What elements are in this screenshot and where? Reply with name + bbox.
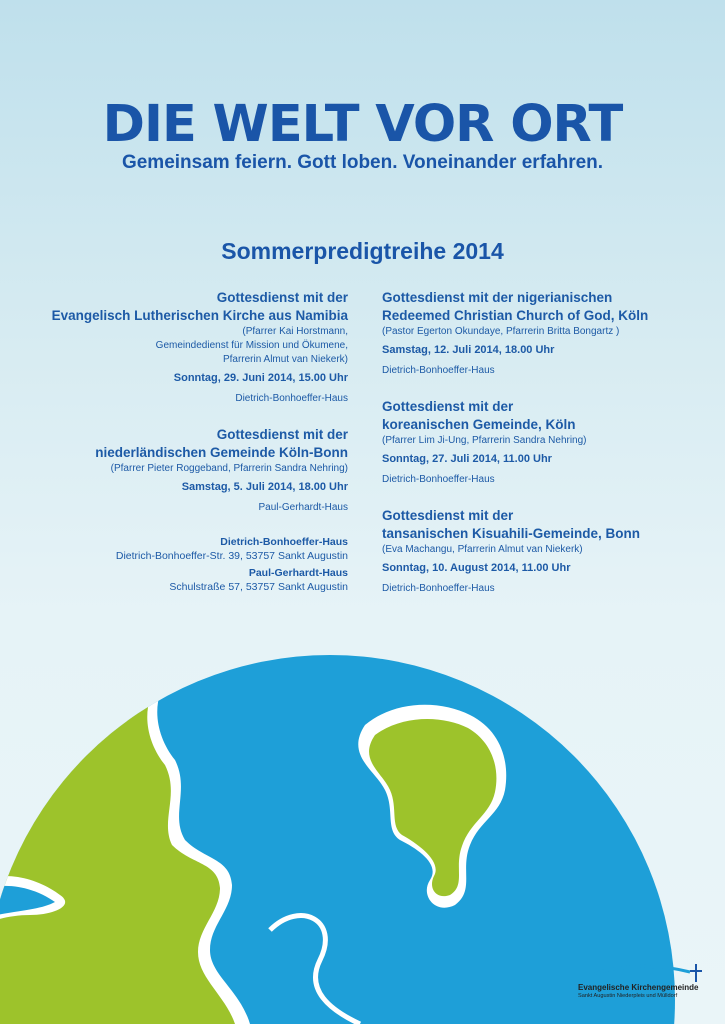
event-location: Dietrich-Bonhoeffer-Haus <box>382 365 495 376</box>
church-logo <box>578 962 710 1002</box>
logo-line2: Sankt Augustin Niederpleis und Mülldorf <box>578 993 678 999</box>
event-date: Sonntag, 10. August 2014, 11.00 Uhr <box>382 562 571 574</box>
event-heading: Gottesdienst mit der Evangelisch Lutherischen Kirche aus Namibia <box>51 290 348 323</box>
event-date: Samstag, 5. Juli 2014, 18.00 Uhr <box>181 481 348 493</box>
event-people: (Pfarrer Pieter Roggeband, Pfarrerin Sandra Nehring) <box>110 463 348 474</box>
event-heading: Gottesdienst mit der niederländischen Gemeinde Köln-Bonn <box>95 427 348 460</box>
event-people: (Pfarrer Lim Ji-Ung, Pfarrerin Sandra Nehring) <box>382 435 587 446</box>
page-title: DIE WELT VOR ORT <box>102 95 623 154</box>
event-people: (Pfarrer Kai Horstmann, Gemeindedienst für Mission und Ökumene, Pfarrerin Almut van Niekerk) <box>155 326 348 365</box>
page-subtitle: Gemeinsam feiern. Gott loben. Voneinander erfahren. <box>121 152 604 173</box>
event-heading: Gottesdienst mit der tansanischen Kisuahili-Gemeinde, Bonn <box>382 508 641 541</box>
cross-icon <box>578 962 710 982</box>
address-name: Paul-Gerhardt-Haus <box>248 567 348 579</box>
address-street: Schulstraße 57, 53757 Sankt Augustin <box>169 581 348 593</box>
series-title: Sommerpredigtreihe 2014 <box>221 238 504 264</box>
event-date: Samstag, 12. Juli 2014, 18.00 Uhr <box>382 344 555 356</box>
event-location: Paul-Gerhardt-Haus <box>258 502 348 513</box>
event-date: Sonntag, 29. Juni 2014, 15.00 Uhr <box>173 372 348 384</box>
address-street: Dietrich-Bonhoeffer-Str. 39, 53757 Sankt Augustin <box>115 550 348 562</box>
event-heading: Gottesdienst mit der koreanischen Gemeinde, Köln <box>382 399 576 432</box>
event-people: (Eva Machangu, Pfarrerin Almut van Niekerk) <box>382 544 583 555</box>
logo-line1: Evangelische Kirchengemeinde <box>578 983 699 992</box>
event-heading: Gottesdienst mit der nigerianischen Redeemed Christian Church of God, Köln <box>382 290 649 323</box>
event-location: Dietrich-Bonhoeffer-Haus <box>235 393 348 404</box>
event-date: Sonntag, 27. Juli 2014, 11.00 Uhr <box>382 453 552 465</box>
event-people: (Pastor Egerton Okundaye, Pfarrerin Britta Bongartz ) <box>382 326 620 337</box>
event-location: Dietrich-Bonhoeffer-Haus <box>382 474 495 485</box>
event-location: Dietrich-Bonhoeffer-Haus <box>382 583 495 594</box>
address-name: Dietrich-Bonhoeffer-Haus <box>220 536 348 548</box>
